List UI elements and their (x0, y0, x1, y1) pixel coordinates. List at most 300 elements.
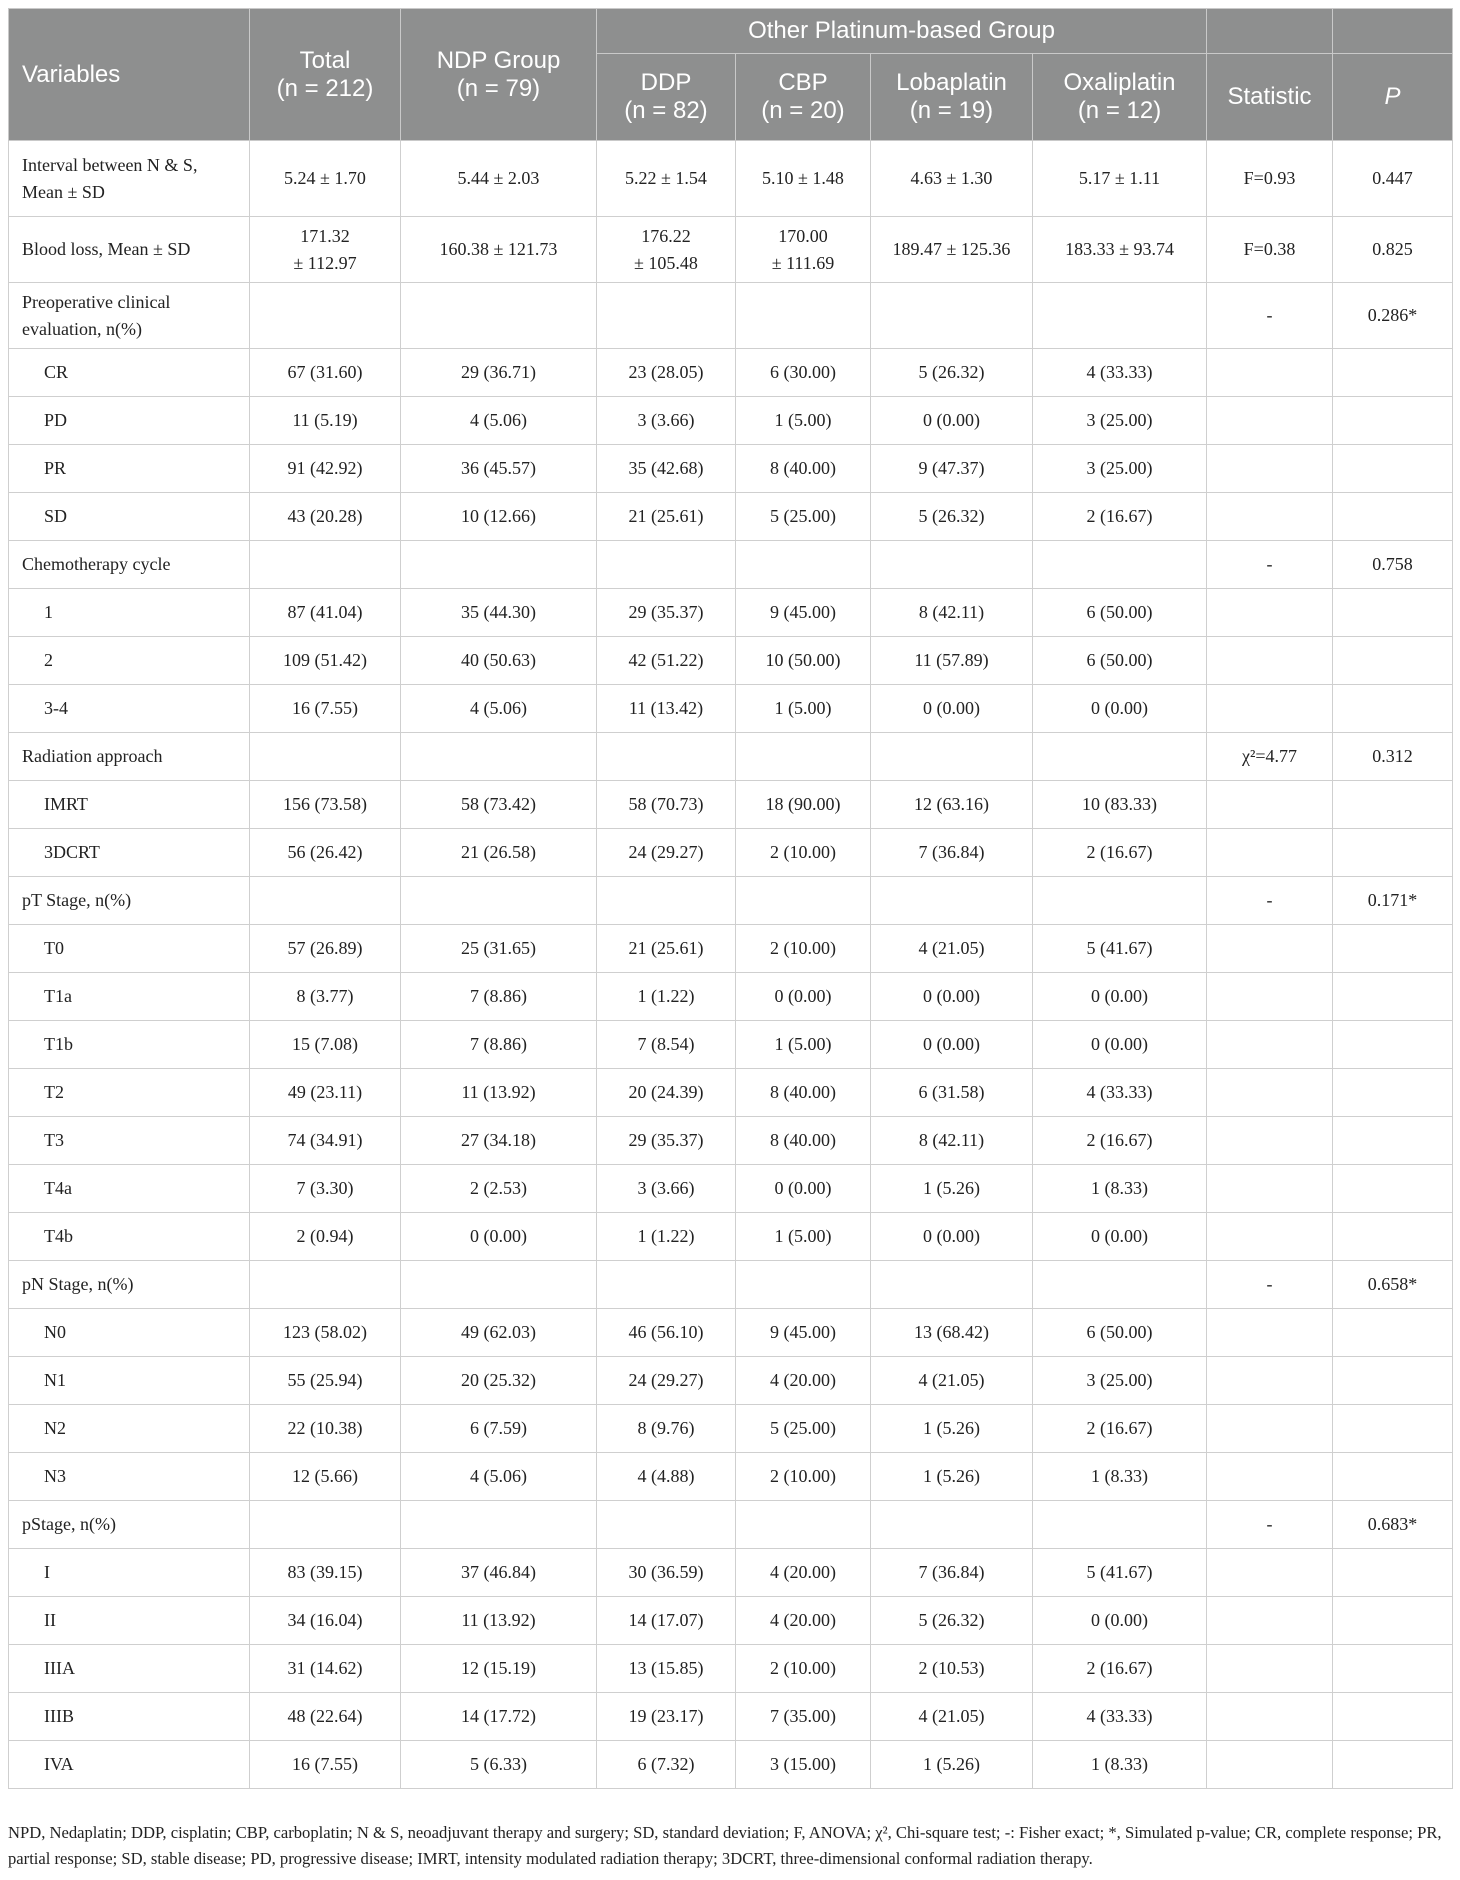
oxaliplatin-cell: 10 (83.33) (1033, 781, 1207, 829)
statistic-cell (1207, 1213, 1333, 1261)
row-label: PR (9, 445, 250, 493)
oxaliplatin-cell (1033, 1501, 1207, 1549)
ndp-cell: 4 (5.06) (401, 397, 597, 445)
statistic-cell (1207, 1453, 1333, 1501)
total-cell (250, 1501, 401, 1549)
lobaplatin-cell: 0 (0.00) (871, 1021, 1033, 1069)
oxaliplatin-cell: 2 (16.67) (1033, 1405, 1207, 1453)
ndp-cell: 29 (36.71) (401, 349, 597, 397)
ddp-cell: 20 (24.39) (597, 1069, 736, 1117)
table-row (9, 925, 1453, 973)
total-cell: 87 (41.04) (250, 589, 401, 637)
total-cell: 83 (39.15) (250, 1549, 401, 1597)
statistic-cell: χ²=4.77 (1207, 733, 1333, 781)
p-value-cell (1333, 1357, 1453, 1405)
oxaliplatin-cell: 2 (16.67) (1033, 1117, 1207, 1165)
ndp-cell: 40 (50.63) (401, 637, 597, 685)
ndp-cell: 36 (45.57) (401, 445, 597, 493)
ddp-cell (597, 877, 736, 925)
statistic-cell: - (1207, 541, 1333, 589)
cbp-cell: 8 (40.00) (736, 445, 871, 493)
cbp-cell: 1 (5.00) (736, 685, 871, 733)
oxaliplatin-cell: 5 (41.67) (1033, 925, 1207, 973)
p-value-cell (1333, 1405, 1453, 1453)
table-row-category (9, 1261, 1453, 1309)
table-row (9, 1693, 1453, 1741)
statistic-cell: - (1207, 1501, 1333, 1549)
oxaliplatin-cell: 0 (0.00) (1033, 1597, 1207, 1645)
table-row (9, 1405, 1453, 1453)
table-row (9, 349, 1453, 397)
p-value-cell (1333, 1117, 1453, 1165)
p-value-cell (1333, 1309, 1453, 1357)
ndp-cell: 2 (2.53) (401, 1165, 597, 1213)
ndp-cell: 5.44 ± 2.03 (401, 141, 597, 217)
cbp-cell: 170.00 ± 111.69 (736, 217, 871, 283)
oxaliplatin-cell: 1 (8.33) (1033, 1165, 1207, 1213)
total-cell: 16 (7.55) (250, 1741, 401, 1789)
table-row (9, 589, 1453, 637)
row-label: T4a (9, 1165, 250, 1213)
oxaliplatin-cell (1033, 733, 1207, 781)
table-row (9, 829, 1453, 877)
oxaliplatin-cell: 0 (0.00) (1033, 685, 1207, 733)
table-footnote: NPD, Nedaplatin; DDP, cisplatin; CBP, carboplatin; N & S, neoadjuvant therapy and surgery; SD, standard deviation; F, ANOVA; χ², Chi-square test; -: Fisher exact; *, Simulated p-value; CR, complete response; PR, partial response; SD, stable disease; PD, progressive disease; IMRT, intensity modulated radiation therapy; 3DCRT, three-dimensional conformal radiation therapy. (8, 1823, 1442, 1868)
cbp-cell: 0 (0.00) (736, 973, 871, 1021)
statistic-cell (1207, 349, 1333, 397)
lobaplatin-cell: 4.63 ± 1.30 (871, 141, 1033, 217)
table-row-category (9, 733, 1453, 781)
ddp-cell: 24 (29.27) (597, 1357, 736, 1405)
table-row (9, 1645, 1453, 1693)
statistic-cell (1207, 781, 1333, 829)
lobaplatin-cell: 12 (63.16) (871, 781, 1033, 829)
total-cell: 74 (34.91) (250, 1117, 401, 1165)
table-row (9, 973, 1453, 1021)
ddp-cell (597, 1501, 736, 1549)
statistic-cell (1207, 1357, 1333, 1405)
statistic-cell: F=0.93 (1207, 141, 1333, 217)
ddp-cell: 6 (7.32) (597, 1741, 736, 1789)
cbp-cell: 10 (50.00) (736, 637, 871, 685)
table-row (9, 685, 1453, 733)
ndp-cell: 5 (6.33) (401, 1741, 597, 1789)
cbp-cell: 4 (20.00) (736, 1357, 871, 1405)
total-cell: 16 (7.55) (250, 685, 401, 733)
lobaplatin-cell: 5 (26.32) (871, 349, 1033, 397)
ddp-cell: 29 (35.37) (597, 589, 736, 637)
lobaplatin-cell: 4 (21.05) (871, 925, 1033, 973)
table-row (9, 1165, 1453, 1213)
oxaliplatin-cell (1033, 283, 1207, 349)
p-value-cell (1333, 589, 1453, 637)
total-cell (250, 733, 401, 781)
statistic-cell (1207, 1069, 1333, 1117)
lobaplatin-cell (871, 541, 1033, 589)
cbp-cell: 3 (15.00) (736, 1741, 871, 1789)
oxaliplatin-cell: 4 (33.33) (1033, 1069, 1207, 1117)
total-cell (250, 283, 401, 349)
header-oxaliplatin: Oxaliplatin (n = 12) (1033, 54, 1207, 141)
row-label: I (9, 1549, 250, 1597)
total-cell: 171.32 ± 112.97 (250, 217, 401, 283)
cbp-cell: 1 (5.00) (736, 1213, 871, 1261)
cbp-cell: 4 (20.00) (736, 1597, 871, 1645)
cbp-cell: 2 (10.00) (736, 829, 871, 877)
ddp-cell (597, 541, 736, 589)
total-cell: 2 (0.94) (250, 1213, 401, 1261)
lobaplatin-cell: 1 (5.26) (871, 1453, 1033, 1501)
oxaliplatin-cell: 2 (16.67) (1033, 829, 1207, 877)
total-cell: 91 (42.92) (250, 445, 401, 493)
total-cell: 55 (25.94) (250, 1357, 401, 1405)
cbp-cell (736, 733, 871, 781)
row-label: IMRT (9, 781, 250, 829)
cbp-cell: 6 (30.00) (736, 349, 871, 397)
cbp-cell: 7 (35.00) (736, 1693, 871, 1741)
p-value-cell: 0.825 (1333, 217, 1453, 283)
lobaplatin-cell: 9 (47.37) (871, 445, 1033, 493)
p-value-cell (1333, 637, 1453, 685)
cbp-cell: 1 (5.00) (736, 397, 871, 445)
ddp-cell (597, 733, 736, 781)
row-label: Chemotherapy cycle (9, 541, 250, 589)
lobaplatin-cell: 0 (0.00) (871, 397, 1033, 445)
row-label: 3-4 (9, 685, 250, 733)
oxaliplatin-cell: 2 (16.67) (1033, 1645, 1207, 1693)
header-statistic-spacer (1207, 9, 1333, 54)
ddp-cell: 11 (13.42) (597, 685, 736, 733)
ndp-cell: 58 (73.42) (401, 781, 597, 829)
statistic-cell (1207, 1645, 1333, 1693)
table-row (9, 1453, 1453, 1501)
table-row-category (9, 283, 1453, 349)
row-label: 2 (9, 637, 250, 685)
ddp-cell: 3 (3.66) (597, 1165, 736, 1213)
table-row (9, 1309, 1453, 1357)
total-cell: 15 (7.08) (250, 1021, 401, 1069)
lobaplatin-cell (871, 1261, 1033, 1309)
cbp-cell (736, 541, 871, 589)
table-row (9, 1597, 1453, 1645)
ndp-cell (401, 541, 597, 589)
statistic-cell (1207, 829, 1333, 877)
statistic-cell (1207, 1117, 1333, 1165)
cbp-cell (736, 283, 871, 349)
ndp-cell: 35 (44.30) (401, 589, 597, 637)
ddp-cell (597, 283, 736, 349)
p-value-cell (1333, 973, 1453, 1021)
ddp-cell: 4 (4.88) (597, 1453, 736, 1501)
lobaplatin-cell: 2 (10.53) (871, 1645, 1033, 1693)
table-row (9, 1117, 1453, 1165)
row-label: T4b (9, 1213, 250, 1261)
lobaplatin-cell: 8 (42.11) (871, 589, 1033, 637)
cbp-cell: 8 (40.00) (736, 1069, 871, 1117)
oxaliplatin-cell: 4 (33.33) (1033, 349, 1207, 397)
row-label: 1 (9, 589, 250, 637)
table-row (9, 637, 1453, 685)
row-label: T1a (9, 973, 250, 1021)
ndp-cell: 4 (5.06) (401, 685, 597, 733)
lobaplatin-cell: 1 (5.26) (871, 1405, 1033, 1453)
row-label: T3 (9, 1117, 250, 1165)
ddp-cell: 13 (15.85) (597, 1645, 736, 1693)
total-cell (250, 1261, 401, 1309)
cbp-cell: 2 (10.00) (736, 925, 871, 973)
cbp-cell: 1 (5.00) (736, 1021, 871, 1069)
row-label: T2 (9, 1069, 250, 1117)
total-cell: 156 (73.58) (250, 781, 401, 829)
lobaplatin-cell: 4 (21.05) (871, 1357, 1033, 1405)
oxaliplatin-cell: 5.17 ± 1.11 (1033, 141, 1207, 217)
statistic-cell (1207, 1549, 1333, 1597)
oxaliplatin-cell: 0 (0.00) (1033, 973, 1207, 1021)
statistic-cell: F=0.38 (1207, 217, 1333, 283)
total-cell: 49 (23.11) (250, 1069, 401, 1117)
ndp-cell (401, 1261, 597, 1309)
p-value-cell (1333, 1213, 1453, 1261)
row-label: SD (9, 493, 250, 541)
table-row (9, 1549, 1453, 1597)
p-value-cell: 0.447 (1333, 141, 1453, 217)
table-row (9, 1357, 1453, 1405)
row-label: IVA (9, 1741, 250, 1789)
ddp-cell: 24 (29.27) (597, 829, 736, 877)
p-value-cell: 0.658* (1333, 1261, 1453, 1309)
statistic-cell: - (1207, 1261, 1333, 1309)
table-row (9, 1021, 1453, 1069)
table-row (9, 397, 1453, 445)
statistic-cell (1207, 637, 1333, 685)
oxaliplatin-cell (1033, 877, 1207, 925)
statistic-cell: - (1207, 283, 1333, 349)
p-value-cell (1333, 397, 1453, 445)
ndp-cell: 11 (13.92) (401, 1069, 597, 1117)
data-table (8, 8, 1453, 1789)
cbp-cell: 18 (90.00) (736, 781, 871, 829)
cbp-cell: 5 (25.00) (736, 493, 871, 541)
lobaplatin-cell: 1 (5.26) (871, 1165, 1033, 1213)
ddp-cell: 1 (1.22) (597, 973, 736, 1021)
statistic-cell (1207, 973, 1333, 1021)
statistic-cell (1207, 445, 1333, 493)
p-value-cell: 0.171* (1333, 877, 1453, 925)
header-lobaplatin: Lobaplatin (n = 19) (871, 54, 1033, 141)
ddp-cell: 29 (35.37) (597, 1117, 736, 1165)
lobaplatin-cell (871, 283, 1033, 349)
lobaplatin-cell: 11 (57.89) (871, 637, 1033, 685)
ddp-cell: 23 (28.05) (597, 349, 736, 397)
p-value-cell (1333, 1165, 1453, 1213)
ddp-cell: 42 (51.22) (597, 637, 736, 685)
ddp-cell: 21 (25.61) (597, 925, 736, 973)
ndp-cell: 25 (31.65) (401, 925, 597, 973)
statistic-cell (1207, 1741, 1333, 1789)
statistic-cell (1207, 589, 1333, 637)
total-cell: 8 (3.77) (250, 973, 401, 1021)
oxaliplatin-cell: 1 (8.33) (1033, 1741, 1207, 1789)
p-value-cell (1333, 1597, 1453, 1645)
ddp-cell (597, 1261, 736, 1309)
cbp-cell (736, 877, 871, 925)
oxaliplatin-cell: 183.33 ± 93.74 (1033, 217, 1207, 283)
ndp-cell: 14 (17.72) (401, 1693, 597, 1741)
oxaliplatin-cell: 3 (25.00) (1033, 445, 1207, 493)
total-cell: 34 (16.04) (250, 1597, 401, 1645)
statistic-cell (1207, 1405, 1333, 1453)
row-label: T1b (9, 1021, 250, 1069)
ndp-cell: 37 (46.84) (401, 1549, 597, 1597)
lobaplatin-cell: 1 (5.26) (871, 1741, 1033, 1789)
lobaplatin-cell (871, 1501, 1033, 1549)
p-value-cell (1333, 829, 1453, 877)
statistic-cell (1207, 1165, 1333, 1213)
p-value-cell (1333, 349, 1453, 397)
statistic-cell (1207, 1693, 1333, 1741)
row-label: pStage, n(%) (9, 1501, 250, 1549)
row-label: Radiation approach (9, 733, 250, 781)
statistic-cell (1207, 397, 1333, 445)
total-cell: 7 (3.30) (250, 1165, 401, 1213)
header-p-value: P (1333, 54, 1453, 141)
header-total: Total (n = 212) (250, 9, 401, 141)
cbp-cell: 5 (25.00) (736, 1405, 871, 1453)
oxaliplatin-cell: 6 (50.00) (1033, 637, 1207, 685)
oxaliplatin-cell: 1 (8.33) (1033, 1453, 1207, 1501)
p-value-cell (1333, 1693, 1453, 1741)
statistic-cell (1207, 493, 1333, 541)
lobaplatin-cell: 0 (0.00) (871, 973, 1033, 1021)
table-row (9, 781, 1453, 829)
table-row (9, 1741, 1453, 1789)
table-row (9, 445, 1453, 493)
cbp-cell (736, 1261, 871, 1309)
oxaliplatin-cell: 0 (0.00) (1033, 1213, 1207, 1261)
ddp-cell: 176.22 ± 105.48 (597, 217, 736, 283)
cbp-cell (736, 1501, 871, 1549)
header-p-spacer (1333, 9, 1453, 54)
p-value-cell: 0.286* (1333, 283, 1453, 349)
p-value-cell: 0.683* (1333, 1501, 1453, 1549)
ndp-cell: 21 (26.58) (401, 829, 597, 877)
row-label: N3 (9, 1453, 250, 1501)
ddp-cell: 7 (8.54) (597, 1021, 736, 1069)
ndp-cell (401, 733, 597, 781)
p-value-cell (1333, 1069, 1453, 1117)
ndp-cell: 10 (12.66) (401, 493, 597, 541)
row-label: CR (9, 349, 250, 397)
table-row-category (9, 1501, 1453, 1549)
ndp-cell: 27 (34.18) (401, 1117, 597, 1165)
cbp-cell: 9 (45.00) (736, 589, 871, 637)
oxaliplatin-cell: 2 (16.67) (1033, 493, 1207, 541)
ndp-cell (401, 877, 597, 925)
table-row (9, 493, 1453, 541)
ndp-cell: 7 (8.86) (401, 973, 597, 1021)
lobaplatin-cell: 7 (36.84) (871, 829, 1033, 877)
header-other-platinum-group: Other Platinum-based Group (597, 9, 1207, 54)
p-value-cell (1333, 1453, 1453, 1501)
table-row (9, 1069, 1453, 1117)
table-row-category (9, 877, 1453, 925)
total-cell: 12 (5.66) (250, 1453, 401, 1501)
total-cell: 22 (10.38) (250, 1405, 401, 1453)
ddp-cell: 3 (3.66) (597, 397, 736, 445)
ndp-cell (401, 1501, 597, 1549)
cbp-cell: 4 (20.00) (736, 1549, 871, 1597)
ddp-cell: 14 (17.07) (597, 1597, 736, 1645)
header-ddp: DDP (n = 82) (597, 54, 736, 141)
lobaplatin-cell: 4 (21.05) (871, 1693, 1033, 1741)
row-label: II (9, 1597, 250, 1645)
ndp-cell: 0 (0.00) (401, 1213, 597, 1261)
oxaliplatin-cell: 3 (25.00) (1033, 1357, 1207, 1405)
oxaliplatin-cell (1033, 541, 1207, 589)
row-label: PD (9, 397, 250, 445)
row-label: N0 (9, 1309, 250, 1357)
table-header (9, 9, 1453, 141)
total-cell: 109 (51.42) (250, 637, 401, 685)
table-row (9, 1213, 1453, 1261)
table-body (9, 141, 1453, 1789)
p-value-cell (1333, 1021, 1453, 1069)
statistic-cell (1207, 1309, 1333, 1357)
p-value-cell: 0.758 (1333, 541, 1453, 589)
lobaplatin-cell: 5 (26.32) (871, 493, 1033, 541)
lobaplatin-cell (871, 877, 1033, 925)
ndp-cell (401, 283, 597, 349)
ddp-cell: 1 (1.22) (597, 1213, 736, 1261)
ndp-cell: 6 (7.59) (401, 1405, 597, 1453)
lobaplatin-cell: 5 (26.32) (871, 1597, 1033, 1645)
p-value-cell: 0.312 (1333, 733, 1453, 781)
ddp-cell: 58 (70.73) (597, 781, 736, 829)
row-label: IIIA (9, 1645, 250, 1693)
oxaliplatin-cell (1033, 1261, 1207, 1309)
cbp-cell: 2 (10.00) (736, 1453, 871, 1501)
ndp-cell: 4 (5.06) (401, 1453, 597, 1501)
row-label: Preoperative clinical evaluation, n(%) (9, 283, 250, 349)
header-cbp: CBP (n = 20) (736, 54, 871, 141)
ndp-cell: 49 (62.03) (401, 1309, 597, 1357)
total-cell: 5.24 ± 1.70 (250, 141, 401, 217)
p-value-cell (1333, 1645, 1453, 1693)
p-value-cell (1333, 925, 1453, 973)
total-cell (250, 877, 401, 925)
ndp-cell: 20 (25.32) (401, 1357, 597, 1405)
ddp-cell: 19 (23.17) (597, 1693, 736, 1741)
header-variables: Variables (9, 9, 250, 141)
lobaplatin-cell: 0 (0.00) (871, 1213, 1033, 1261)
p-value-cell (1333, 781, 1453, 829)
p-value-cell (1333, 493, 1453, 541)
p-value-cell (1333, 445, 1453, 493)
total-cell: 57 (26.89) (250, 925, 401, 973)
statistic-cell (1207, 685, 1333, 733)
total-cell: 11 (5.19) (250, 397, 401, 445)
row-label: Blood loss, Mean ± SD (9, 217, 250, 283)
ddp-cell: 46 (56.10) (597, 1309, 736, 1357)
statistic-cell (1207, 925, 1333, 973)
ddp-cell: 8 (9.76) (597, 1405, 736, 1453)
oxaliplatin-cell: 6 (50.00) (1033, 1309, 1207, 1357)
total-cell (250, 541, 401, 589)
total-cell: 67 (31.60) (250, 349, 401, 397)
ndp-cell: 11 (13.92) (401, 1597, 597, 1645)
total-cell: 48 (22.64) (250, 1693, 401, 1741)
lobaplatin-cell: 6 (31.58) (871, 1069, 1033, 1117)
